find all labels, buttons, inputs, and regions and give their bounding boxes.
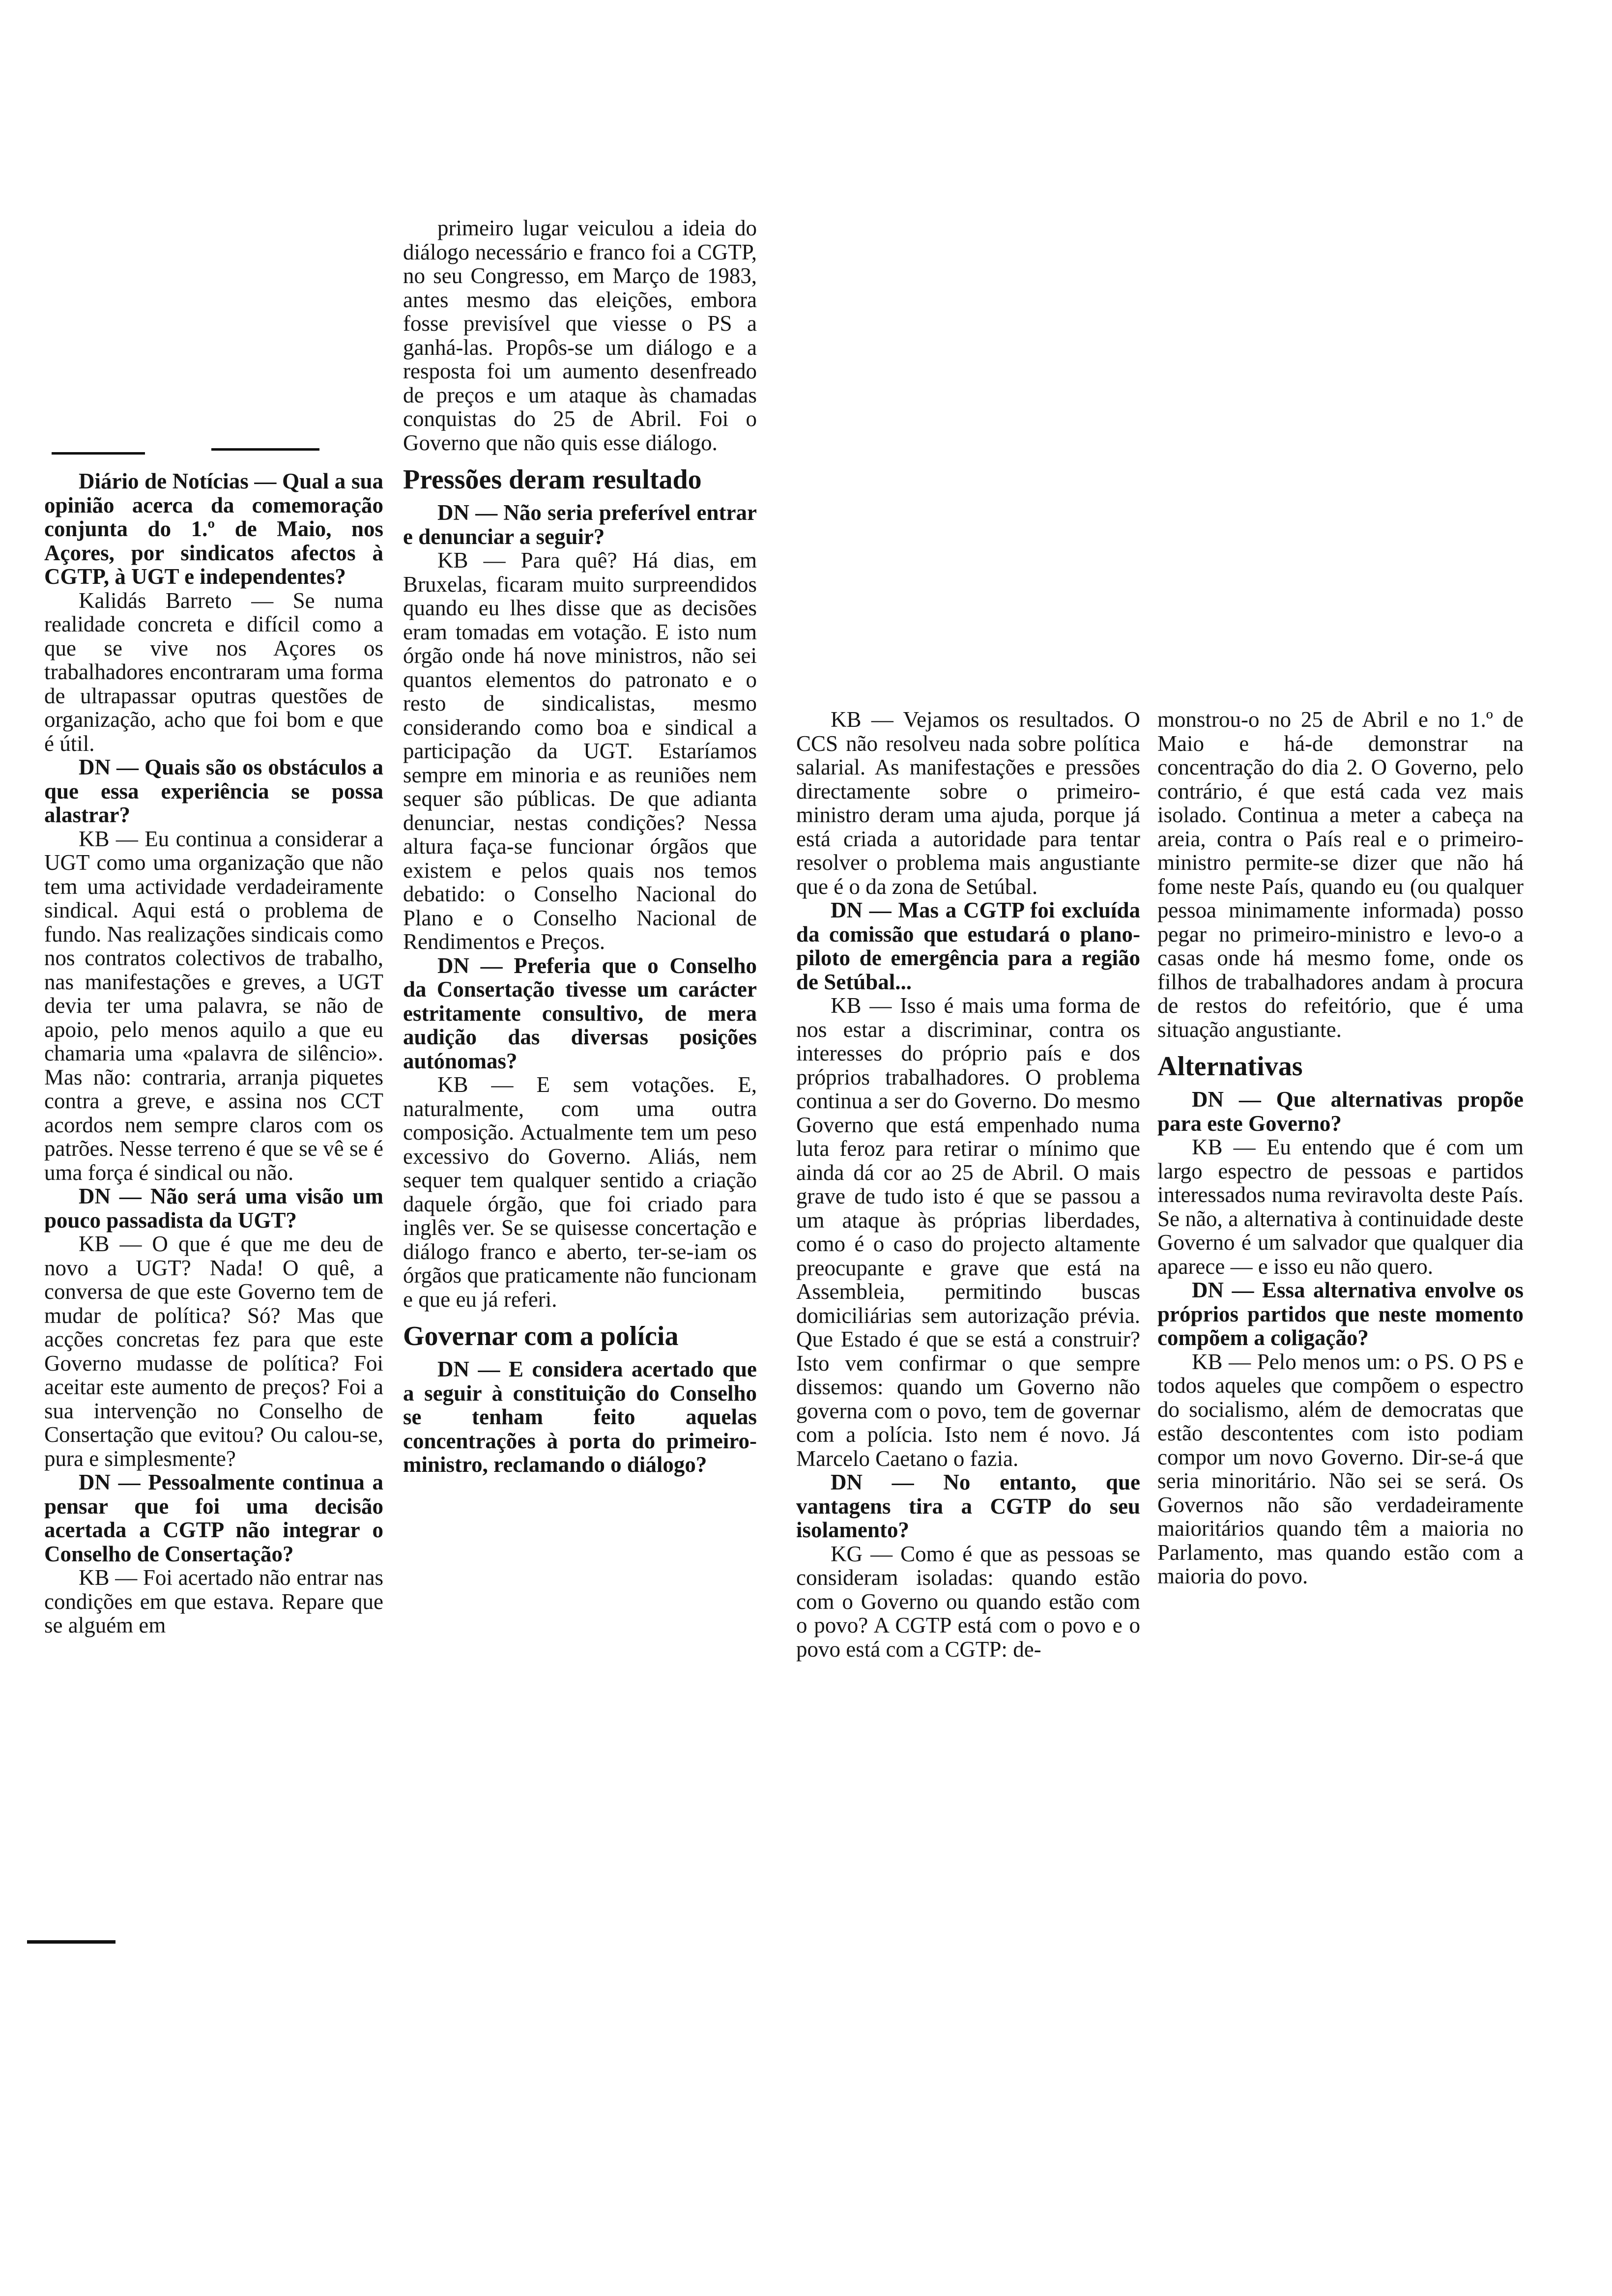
interview-question: DN — Que alternativas propõe para este Governo? xyxy=(1157,1087,1524,1136)
interview-answer: KB — Eu continua a considerar a UGT como uma organização que não tem uma actividade verdadeiramente sindical. Aqui está o problema de fundo. Nas realizações sindicais como nos contratos colectivos de trabalho, nas manifestações e greves, a UGT devia ter uma palavra, se não de apoio, pelo menos aquilo a que eu chamaria uma «palavra de silêncio». Mas não: contraria, arranja piquetes contra a greve, e assina nos CCT acordos nem sempre claros com os patrões. Nesse terreno é que se vê se é uma força é sindical ou não. xyxy=(44,826,383,1185)
column-2 xyxy=(403,216,757,1477)
interview-question: DN — Pessoalmente continua a pensar que foi uma decisão acertada a CGTP não integrar o Conselho de Consertação? xyxy=(44,1470,383,1566)
bottom-left-rule xyxy=(27,1940,115,1944)
interview-answer: KB — Eu entendo que é com um largo espectro de pessoas e partidos interessados numa reviravolta deste País. Se não, a alternativa à continuidade deste Governo é um salvador que qualquer dia aparece — e isso eu não quero. xyxy=(1157,1135,1524,1279)
interview-question: DN — E considera acertado que a seguir à constituição do Conselho se tenham feito aquelas concentrações à porta do primeiro-ministro, reclamando o diálogo? xyxy=(403,1357,757,1477)
interview-question: DN — Preferia que o Conselho da Consertação tivesse um carácter estritamente consultivo, de mera audição das diversas posições autónomas? xyxy=(403,953,757,1073)
interview-answer: KB — E sem votações. E, naturalmente, com uma outra composição. Actualmente tem um peso excessivo do Governo. Aliás, nem sequer tem qualquer sentido a criação daquele órgão, que foi criado para inglês ver. Se se quisesse concertação e diálogo franco e aberto, ter-se-iam os órgãos que praticamente não funcionam e que eu já referi. xyxy=(403,1072,757,1312)
column-3 xyxy=(796,708,1140,1661)
interview-question: Diário de Notícias — Qual a sua opinião acerca da comemoração conjunta do 1.º de Maio, nos Açores, por sindicatos afectos à CGTP, à UGT e independentes? xyxy=(44,469,383,589)
interview-answer: KB — Pelo menos um: o PS. O PS e todos aqueles que compõem o espectro do socialismo, além de democratas que estão descontentes com isto podiam compor um novo Governo. Dir-se-á que seria minoritário. Não sei se será. Os Governos não são verdadeiramente maioritários quando têm a maioria no Parlamento, mas quando estão com a maioria do povo. xyxy=(1157,1349,1524,1588)
interview-answer: KB — Vejamos os resultados. O CCS não resolveu nada sobre política salarial. As manifestações e pressões directamente sobre o primeiro-ministro deram uma ajuda, porque já está criada a autoridade para tentar resolver o problema mais angustiante que é o da zona de Setúbal. xyxy=(796,707,1140,899)
interview-answer: Kalidás Barreto — Se numa realidade concreta e difícil como a que se vive nos Açores os trabalhadores encontraram uma forma de ultrapassar oputras questões de organização, acho que foi bom e que é útil. xyxy=(44,588,383,756)
interview-answer: KB — Isso é mais uma forma de nos estar a discriminar, contra os interesses do próprio país e dos próprios trabalhadores. O problema continua a ser do Governo. Do mesmo Governo que está empenhado numa luta feroz para retirar o mínimo que ainda dá cor ao 25 de Abril. O mais grave de tudo isto é que se passou a um ataque às próprias liberdades, como é o caso do projecto altamente preocupante e grave que está na Assembleia, permitindo buscas domiciliárias sem autorização prévia. Que Estado é que se está a construir? Isto vem confirmar o que sempre dissemos: quando um Governo não governa com o povo, tem de governar com a polícia. Isto nem é novo. Já Marcelo Caetano o fazia. xyxy=(796,993,1140,1471)
column-1 xyxy=(44,469,383,1637)
interview-question: DN — Não seria preferível entrar e denunciar a seguir? xyxy=(403,500,757,549)
section-heading: Governar com a polícia xyxy=(403,1321,679,1351)
interview-question: DN — Essa alternativa envolve os próprios partidos que neste momento compõem a coligação? xyxy=(1157,1278,1524,1350)
interview-answer: primeiro lugar veiculou a ideia do diálogo necessário e franco foi a CGTP, no seu Congresso, em Março de 1983, antes mesmo das eleições, embora fosse previsível que viesse o PS a ganhá-las. Propôs-se um diálogo e a resposta foi um aumento desenfreado de preços e um ataque às chamadas conquistas do 25 de Abril. Foi o Governo que não quis esse diálogo. xyxy=(403,216,757,455)
top-left-rule-2 xyxy=(211,448,319,451)
continued-text: monstrou-o no 25 de Abril e no 1.º de Maio e há-de demonstrar na concentração do dia 2. O Governo, pelo contrário, é que está cada vez mais isolado. Continua a meter a cabeça na areia, contra o País real e o primeiro-ministro permite-se dizer que não há fome neste País, quando eu (ou qualquer pessoa minimamente informada) posso pegar no primeiro-ministro e levo-o a casas onde há mesmo fome, onde os filhos de trabalhadores andam à procura de restos do refeitório, que é uma situação angustiante. xyxy=(1157,707,1524,1042)
section-heading: Pressões deram resultado xyxy=(403,464,702,495)
interview-answer: KB — O que é que me deu de novo a UGT? Nada! O quê, a conversa de que este Governo tem de mudar de política? Só? Mas que acções concretas fez para que este Governo mudasse de política? Foi aceitar este aumento de preços? Foi a sua intervenção no Conselho de Consertação que evitou? Ou calou-se, pura e simplesmente? xyxy=(44,1232,383,1471)
interview-question: DN — Mas a CGTP foi excluída da comissão que estudará o plano-piloto de emergência para a região de Setúbal... xyxy=(796,898,1140,994)
section-heading: Alternativas xyxy=(1157,1051,1303,1082)
column-4 xyxy=(1157,708,1524,1588)
interview-question: DN — No entanto, que vantagens tira a CGTP do seu isolamento? xyxy=(796,1470,1140,1542)
top-left-rule xyxy=(52,452,145,455)
interview-question: DN — Não será uma visão um pouco passadista da UGT? xyxy=(44,1184,383,1233)
interview-answer: KB — Para quê? Há dias, em Bruxelas, ficaram muito surpreendidos quando eu lhes disse que as decisões eram tomadas em votação. E isto num órgão onde há nove ministros, não sei quantos elementos do patronato e o resto de sindicalistas, mesmo considerando como boa e sindical a participação da UGT. Estaríamos sempre em minoria e as reuniões nem sequer são públicas. De que adianta denunciar, nestas condições? Nessa altura faça-se funcionar órgãos que existem e pelos quais nos temos debatido: o Conselho Nacional do Plano e o Conselho Nacional de Rendimentos e Preços. xyxy=(403,548,757,954)
interview-question: DN — Quais são os obstáculos a que essa experiência se possa alastrar? xyxy=(44,755,383,827)
interview-answer: KG — Como é que as pessoas se consideram isoladas: quando estão com o Governo ou quando estão com o povo? A CGTP está com o povo e o povo está com a CGTP: de- xyxy=(796,1541,1140,1662)
interview-answer: KB — Foi acertado não entrar nas condições em que estava. Repare que se alguém em xyxy=(44,1565,383,1637)
